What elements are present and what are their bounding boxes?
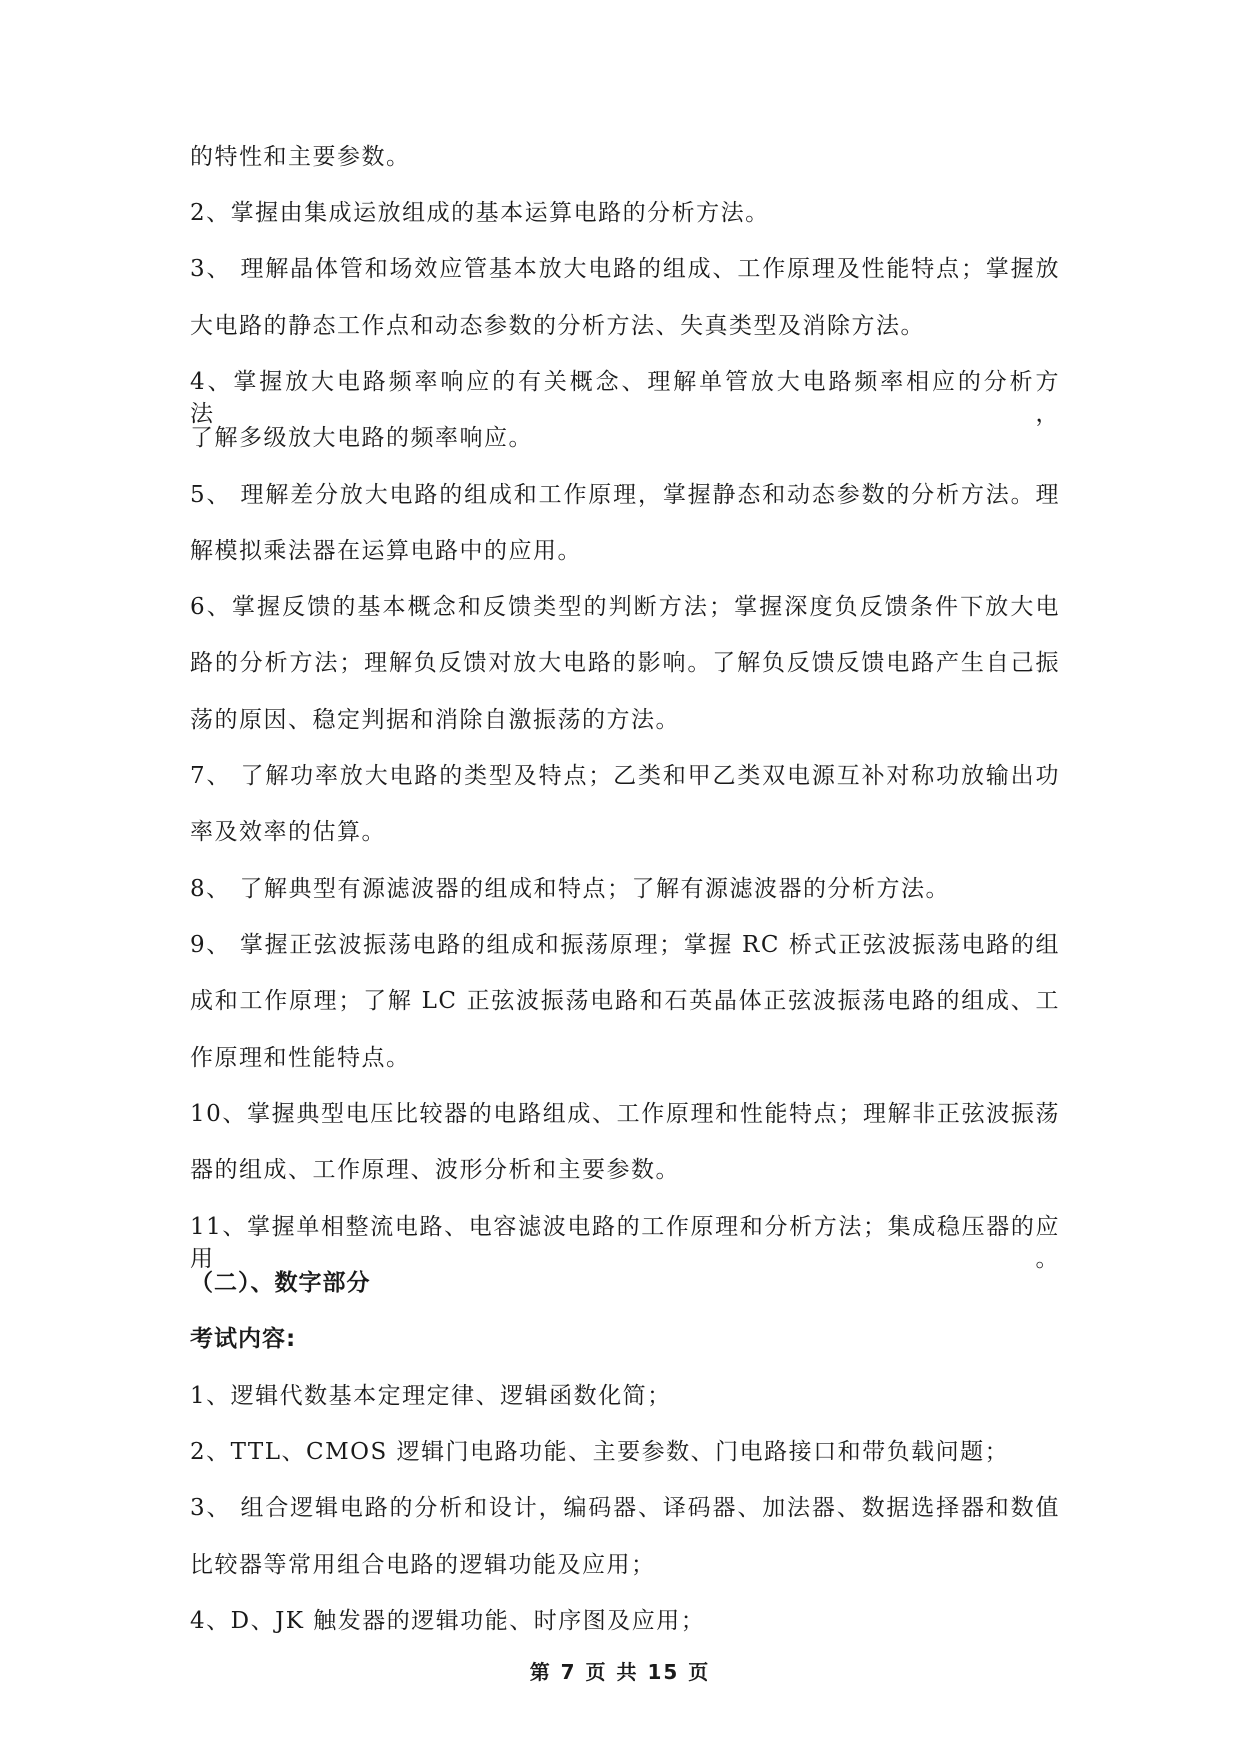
paragraph-line: 2、掌握由集成运放组成的基本运算电路的分析方法。	[190, 200, 770, 226]
paragraph-line: 9、 掌握正弦波振荡电路的组成和振荡原理；掌握 RC 桥式正弦波振荡电路的组	[190, 932, 1060, 958]
paragraph-line: 作原理和性能特点。	[190, 1045, 411, 1071]
paragraph-line: 4、掌握放大电路频率响应的有关概念、理解单管放大电路频率相应的分析方法，	[190, 369, 1060, 427]
paragraph-line: 8、 了解典型有源滤波器的组成和特点；了解有源滤波器的分析方法。	[190, 876, 950, 902]
paragraph-line: 解模拟乘法器在运算电路中的应用。	[190, 538, 582, 564]
paragraph-line: 5、 理解差分放大电路的组成和工作原理，掌握静态和动态参数的分析方法。理	[190, 482, 1060, 508]
paragraph-line: 1、逻辑代数基本定理定律、逻辑函数化简；	[190, 1383, 672, 1409]
paragraph-line: 率及效率的估算。	[190, 819, 386, 845]
paragraph-line: 3、 组合逻辑电路的分析和设计，编码器、译码器、加法器、数据选择器和数值	[190, 1495, 1060, 1521]
paragraph-line: 荡的原因、稳定判据和消除自激振荡的方法。	[190, 707, 680, 733]
paragraph-line: 11、掌握单相整流电路、电容滤波电路的工作原理和分析方法；集成稳压器的应用。	[190, 1214, 1060, 1272]
paragraph-line: 了解多级放大电路的频率响应。	[190, 425, 533, 451]
paragraph-line: 器的组成、工作原理、波形分析和主要参数。	[190, 1157, 680, 1183]
section-heading: （二）、数字部分	[190, 1270, 371, 1296]
subsection-heading: 考试内容:	[190, 1326, 297, 1352]
paragraph-line: 大电路的静态工作点和动态参数的分析方法、失真类型及消除方法。	[190, 313, 925, 339]
paragraph-line: 4、D、JK 触发器的逻辑功能、时序图及应用；	[190, 1608, 706, 1634]
page-footer: 第 7 页 共 15 页	[529, 1660, 711, 1684]
paragraph-line: 路的分析方法；理解负反馈对放大电路的影响。了解负反馈反馈电路产生自己振	[190, 650, 1060, 676]
paragraph-line: 10、掌握典型电压比较器的电路组成、工作原理和性能特点；理解非正弦波振荡	[190, 1101, 1060, 1127]
paragraph-line: 成和工作原理；了解 LC 正弦波振荡电路和石英晶体正弦波振荡电路的组成、工	[190, 988, 1060, 1014]
paragraph-line: 比较器等常用组合电路的逻辑功能及应用；	[190, 1552, 656, 1578]
paragraph-line: 6、掌握反馈的基本概念和反馈类型的判断方法；掌握深度负反馈条件下放大电	[190, 594, 1060, 620]
paragraph-line: 3、 理解晶体管和场效应管基本放大电路的组成、工作原理及性能特点；掌握放	[190, 256, 1060, 282]
paragraph-line: 7、 了解功率放大电路的类型及特点；乙类和甲乙类双电源互补对称功放输出功	[190, 763, 1060, 789]
paragraph-line: 2、TTL、CMOS 逻辑门电路功能、主要参数、门电路接口和带负载问题；	[190, 1439, 1010, 1465]
paragraph-line: 的特性和主要参数。	[190, 144, 411, 170]
